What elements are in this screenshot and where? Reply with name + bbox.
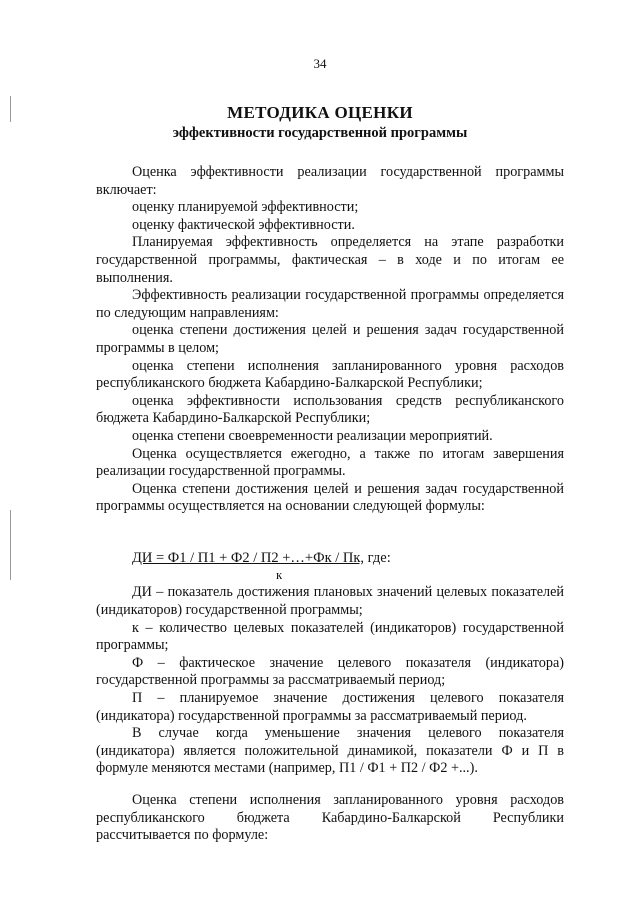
definition: к – количество целевых показателей (индикаторов) государственной программы; <box>96 619 564 654</box>
paragraph: Эффективность реализации государственной программы определяется по следующим направлениям: <box>96 287 564 321</box>
definition: Ф – фактическое значение целевого показателя (индикатора) государственной программы за рассматриваемый период; <box>96 654 564 689</box>
list-item: оценка степени своевременности реализации мероприятий. <box>132 427 493 444</box>
page-number: 34 <box>313 56 327 71</box>
paragraph: Оценка эффективности реализации государственной программы включает: <box>96 164 564 198</box>
list-item: оценка степени достижения целей и решения задач государственной программы в целом; <box>96 322 564 356</box>
definition: ДИ – показатель достижения плановых значений целевых показателей (индикаторов) государственной программы; <box>96 584 564 619</box>
list-item: оценка эффективности использования средств республиканского бюджета Кабардино-Балкарской Республики; <box>96 392 564 427</box>
list-item: оценку планируемой эффективности; <box>132 199 359 216</box>
formula <box>96 550 564 568</box>
paragraph: Планируемая эффективность определяется на этапе разработки государственной программы, фактическая – в ходе и по итогам ее выполнения. <box>96 234 564 286</box>
paragraph: Оценка осуществляется ежегодно, а также по итогам завершения реализации государственной программы. <box>96 445 564 480</box>
paragraph: Оценка степени достижения целей и решения задач государственной программы осуществляется на основании следующей формулы: <box>96 480 564 515</box>
paragraph: В случае когда уменьшение значения целевого показателя (индикатора) является положительной динамикой, показатели Ф и П в формуле меняются местами (например, П1 / Ф1 + П2 / Ф2 +...). <box>96 725 564 777</box>
formula-where: где: <box>364 549 391 566</box>
formula-denominator: к <box>276 567 283 583</box>
paragraph: Оценка степени исполнения запланированного уровня расходов республиканского бюджета Кабардино-Балкарской Республики рассчитывается по формуле: <box>96 792 564 844</box>
formula-expression: ДИ = Ф1 / П1 + Ф2 / П2 +…+Фк / Пк, <box>132 549 365 566</box>
document-title: МЕТОДИКА ОЦЕНКИ <box>227 103 413 122</box>
list-item: оценку фактической эффективности. <box>132 216 355 233</box>
document-subtitle: эффективности государственной программы <box>172 125 468 141</box>
document-body <box>96 164 564 845</box>
definition: П – планируемое значение достижения целевого показателя (индикатора) государственной программы за рассматриваемый период. <box>96 690 564 724</box>
list-item: оценка степени исполнения запланированного уровня расходов республиканского бюджета Кабардино-Балкарской Республики; <box>96 357 564 392</box>
scan-artifact <box>10 510 11 580</box>
